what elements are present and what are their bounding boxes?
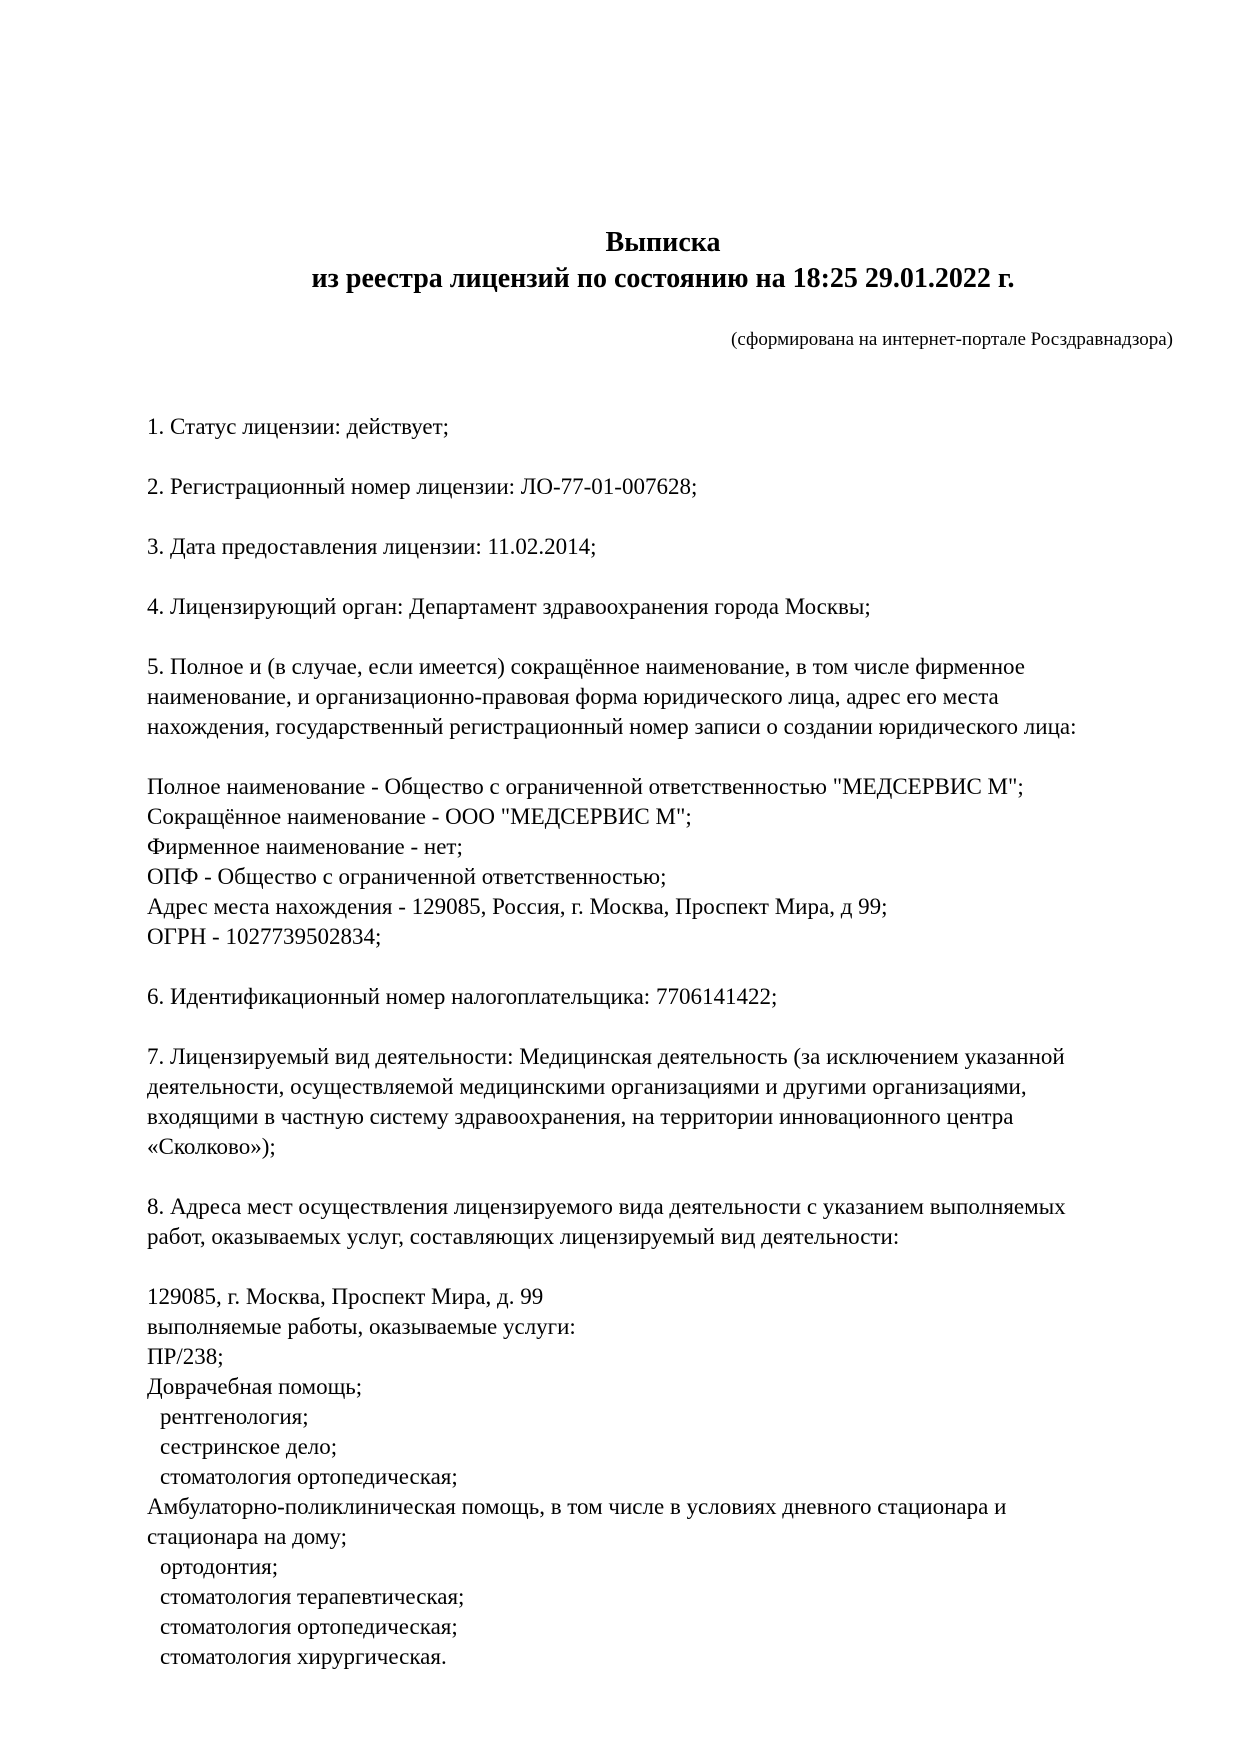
works-label: выполняемые работы, оказываемые услуги: — [147, 1314, 576, 1339]
license-status: 1. Статус лицензии: действует; — [147, 414, 450, 439]
service-item: рентгенология; — [160, 1404, 309, 1429]
item7-line: 7. Лицензируемый вид деятельности: Медицинская деятельность (за исключением указанной — [147, 1044, 1065, 1069]
service-item: стоматология ортопедическая; — [160, 1464, 458, 1489]
item8-line: работ, оказываемых услуг, составляющих лицензируемый вид деятельности: — [147, 1224, 900, 1249]
document-subtitle: из реестра лицензий по состоянию на 18:25 29.01.2022 г. — [311, 263, 1015, 294]
item5-line: 5. Полное и (в случае, если имеется) сокращённое наименование, в том числе фирменное — [147, 654, 1025, 679]
service-group: Амбулаторно-поликлиническая помощь, в том числе в условиях дневного стационара и — [147, 1494, 1007, 1519]
document-title: Выписка — [605, 227, 721, 258]
company-legal-form: ОПФ - Общество с ограниченной ответственностью; — [147, 864, 667, 889]
company-short-name: Сокращённое наименование - ООО "МЕДСЕРВИС М"; — [147, 804, 692, 829]
works-code: ПР/238; — [147, 1344, 224, 1369]
service-item: стоматология терапевтическая; — [160, 1584, 465, 1609]
item5-line: нахождения, государственный регистрационный номер записи о создании юридического лица: — [147, 714, 1077, 739]
service-item: стоматология хирургическая. — [160, 1644, 447, 1669]
license-authority: 4. Лицензирующий орган: Департамент здравоохранения города Москвы; — [147, 594, 871, 619]
service-group: стационара на дому; — [147, 1524, 348, 1549]
source-note: (сформирована на интернет-портале Росздравнадзора) — [731, 329, 1173, 350]
service-item: ортодонтия; — [160, 1554, 279, 1579]
service-item: сестринское дело; — [160, 1434, 338, 1459]
activity-address: 129085, г. Москва, Проспект Мира, д. 99 — [147, 1284, 544, 1309]
license-reg-number: 2. Регистрационный номер лицензии: ЛО-77-01-007628; — [147, 474, 698, 499]
item5-line: наименование, и организационно-правовая форма юридического лица, адрес его места — [147, 684, 999, 709]
document-body — [147, 412, 1167, 1672]
service-item: стоматология ортопедическая; — [160, 1614, 458, 1639]
item7-line: «Сколково»); — [147, 1134, 276, 1159]
company-full-name: Полное наименование - Общество с ограниченной ответственностью "МЕДСЕРВИС М"; — [147, 774, 1024, 799]
item8-line: 8. Адреса мест осуществления лицензируемого вида деятельности с указанием выполняемых — [147, 1194, 1066, 1219]
license-issue-date: 3. Дата предоставления лицензии: 11.02.2014; — [147, 534, 597, 559]
service-group: Доврачебная помощь; — [147, 1374, 363, 1399]
company-ogrn: ОГРН - 1027739502834; — [147, 924, 382, 949]
company-inn: 6. Идентификационный номер налогоплательщика: 7706141422; — [147, 984, 778, 1009]
company-address: Адрес места нахождения - 129085, Россия, г. Москва, Проспект Мира, д 99; — [147, 894, 888, 919]
company-brand-name: Фирменное наименование - нет; — [147, 834, 463, 859]
item7-line: входящими в частную систему здравоохранения, на территории инновационного центра — [147, 1104, 1014, 1129]
item7-line: деятельности, осуществляемой медицинскими организациями и другими организациями, — [147, 1074, 1027, 1099]
